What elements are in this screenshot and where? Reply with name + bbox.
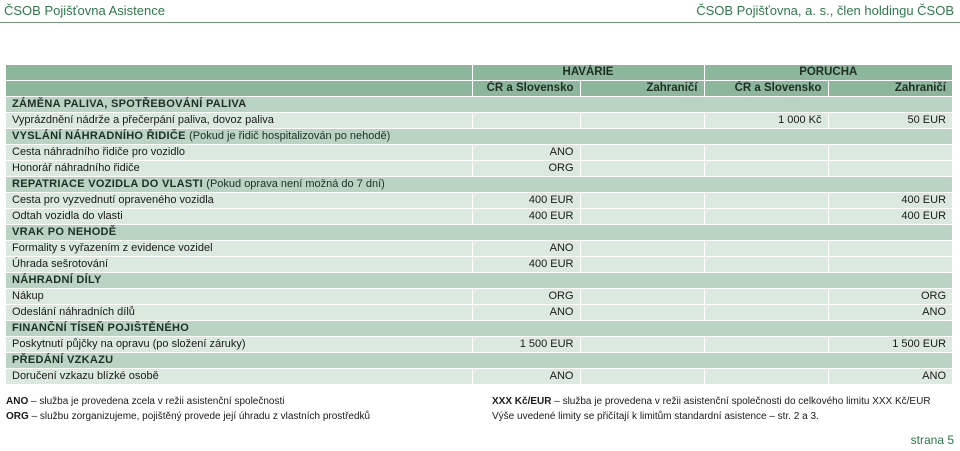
legend-ano: [6, 396, 285, 407]
row-label: Cesta pro vyzvednutí opraveného vozidla: [6, 193, 472, 209]
sub-zahranici-porucha: Zahraničí: [828, 81, 952, 97]
cell-havarie-zahranici: [580, 161, 704, 177]
row-label: Vyprázdnění nádrže a přečerpání paliva, dovoz paliva: [6, 113, 472, 129]
cell-havarie-zahranici: [580, 369, 704, 385]
cell-porucha-cr: [704, 145, 828, 161]
section-row: [6, 177, 952, 193]
section-note: (Pokud je řidič hospitalizován po nehodě): [189, 130, 391, 142]
sub-cr-havarie: ČR a Slovensko: [472, 81, 580, 97]
cell-havarie-zahranici: [580, 289, 704, 305]
section-title: [6, 321, 952, 337]
section-row: [6, 97, 952, 113]
cell-havarie-cr: 400 EUR: [472, 193, 580, 209]
cell-havarie-cr: ANO: [472, 241, 580, 257]
table-row: [6, 257, 952, 273]
cell-porucha-cr: [704, 161, 828, 177]
top-header: [0, 0, 960, 23]
cell-porucha-cr: [704, 209, 828, 225]
cell-havarie-cr: [472, 113, 580, 129]
section-title-text: REPATRIACE VOZIDLA DO VLASTI: [12, 178, 203, 190]
cell-havarie-zahranici: [580, 257, 704, 273]
cell-havarie-cr: 400 EUR: [472, 209, 580, 225]
row-label: Poskytnutí půjčky na opravu (po složení záruky): [6, 337, 472, 353]
cell-porucha-zahranici: ANO: [828, 305, 952, 321]
cell-porucha-cr: [704, 369, 828, 385]
sub-cr-porucha: ČR a Slovensko: [704, 81, 828, 97]
table-row: [6, 193, 952, 209]
cell-havarie-cr: 400 EUR: [472, 257, 580, 273]
section-title: [6, 129, 952, 145]
header-blank-1: [6, 65, 472, 81]
cell-porucha-zahranici: [828, 241, 952, 257]
row-label: Úhrada sešrotování: [6, 257, 472, 273]
section-title: [6, 273, 952, 289]
cell-havarie-cr: ORG: [472, 161, 580, 177]
section-title-text: PŘEDÁNÍ VZKAZU: [12, 354, 114, 366]
cell-porucha-cr: [704, 337, 828, 353]
cell-havarie-cr: 1 500 EUR: [472, 337, 580, 353]
row-label: Formality s vyřazením z evidence vozidel: [6, 241, 472, 257]
section-title: [6, 225, 952, 241]
row-label: Doručení vzkazu blízké osobě: [6, 369, 472, 385]
cell-porucha-cr: [704, 193, 828, 209]
section-row: [6, 225, 952, 241]
cell-porucha-cr: [704, 241, 828, 257]
legend-xxx-text: – služba je provedena v režii asistenční společnosti do celkového limitu XXX Kč/EUR: [554, 396, 931, 407]
table-row: [6, 289, 952, 305]
legend-ano-key: ANO: [6, 396, 29, 407]
cell-porucha-zahranici: 400 EUR: [828, 209, 952, 225]
header-right: ČSOB Pojišťovna, a. s., člen holdingu ČSOB: [696, 3, 954, 18]
cell-porucha-zahranici: 400 EUR: [828, 193, 952, 209]
cell-porucha-cr: [704, 289, 828, 305]
table-row: [6, 305, 952, 321]
cell-havarie-cr: ANO: [472, 145, 580, 161]
cell-porucha-zahranici: 1 500 EUR: [828, 337, 952, 353]
header-blank-2: [6, 81, 472, 97]
section-row: [6, 129, 952, 145]
cell-havarie-zahranici: [580, 113, 704, 129]
cell-havarie-zahranici: [580, 241, 704, 257]
legend-xxx: [492, 396, 931, 407]
legend-org-key: ORG: [6, 411, 29, 422]
header-left: ČSOB Pojišťovna Asistence: [4, 3, 165, 18]
section-title-text: ZÁMĚNA PALIVA, SPOTŘEBOVÁNÍ PALIVA: [12, 98, 247, 110]
table-row: [6, 241, 952, 257]
table-row: [6, 337, 952, 353]
section-row: [6, 273, 952, 289]
cell-havarie-cr: ORG: [472, 289, 580, 305]
table-row: [6, 161, 952, 177]
legend-xxx-key: XXX Kč/EUR: [492, 396, 552, 407]
cell-porucha-zahranici: [828, 145, 952, 161]
page-number: strana 5: [910, 433, 954, 447]
row-label: Odtah vozidla do vlasti: [6, 209, 472, 225]
section-title-text: VRAK PO NEHODĚ: [12, 226, 117, 238]
table-row: [6, 209, 952, 225]
row-label: Odeslání náhradních dílů: [6, 305, 472, 321]
table-row: [6, 369, 952, 385]
table-row: [6, 145, 952, 161]
section-row: [6, 353, 952, 369]
section-row: [6, 321, 952, 337]
cell-porucha-zahranici: ORG: [828, 289, 952, 305]
cell-havarie-cr: ANO: [472, 305, 580, 321]
cell-havarie-zahranici: [580, 145, 704, 161]
cell-havarie-zahranici: [580, 193, 704, 209]
cell-havarie-cr: ANO: [472, 369, 580, 385]
section-title: [6, 177, 952, 193]
row-label: Honorář náhradního řidiče: [6, 161, 472, 177]
row-label: Nákup: [6, 289, 472, 305]
legend-org-text: – službu zorganizujeme, pojištěný provede její úhradu z vlastních prostředků: [31, 411, 371, 422]
sub-zahranici-havarie: Zahraničí: [580, 81, 704, 97]
cell-havarie-zahranici: [580, 209, 704, 225]
cell-porucha-cr: 1 000 Kč: [704, 113, 828, 129]
cell-porucha-zahranici: ANO: [828, 369, 952, 385]
legend-org: [6, 411, 370, 422]
legend-ano-text: – služba je provedena zcela v režii asistenční společnosti: [31, 396, 285, 407]
section-title: [6, 353, 952, 369]
cell-porucha-zahranici: 50 EUR: [828, 113, 952, 129]
table-row: [6, 113, 952, 129]
section-title-text: NÁHRADNÍ DÍLY: [12, 274, 102, 286]
section-title-text: VYSLÁNÍ NÁHRADNÍHO ŘIDIČE: [12, 130, 186, 142]
cell-havarie-zahranici: [580, 337, 704, 353]
cell-porucha-cr: [704, 257, 828, 273]
group-havarie: HAVÁRIE: [472, 65, 704, 81]
section-title-text: FINANČNÍ TÍSEŇ POJIŠTĚNÉHO: [12, 322, 190, 334]
legend-note: Výše uvedené limity se přičítají k limitům standardní asistence – str. 2 a 3.: [492, 411, 819, 422]
row-label: Cesta náhradního řidiče pro vozidlo: [6, 145, 472, 161]
section-title: [6, 97, 952, 113]
assistance-table: [6, 65, 952, 385]
section-note: (Pokud oprava není možná do 7 dní): [206, 178, 385, 190]
cell-porucha-cr: [704, 305, 828, 321]
cell-porucha-zahranici: [828, 161, 952, 177]
cell-havarie-zahranici: [580, 305, 704, 321]
group-porucha: PORUCHA: [704, 65, 952, 81]
cell-porucha-zahranici: [828, 257, 952, 273]
